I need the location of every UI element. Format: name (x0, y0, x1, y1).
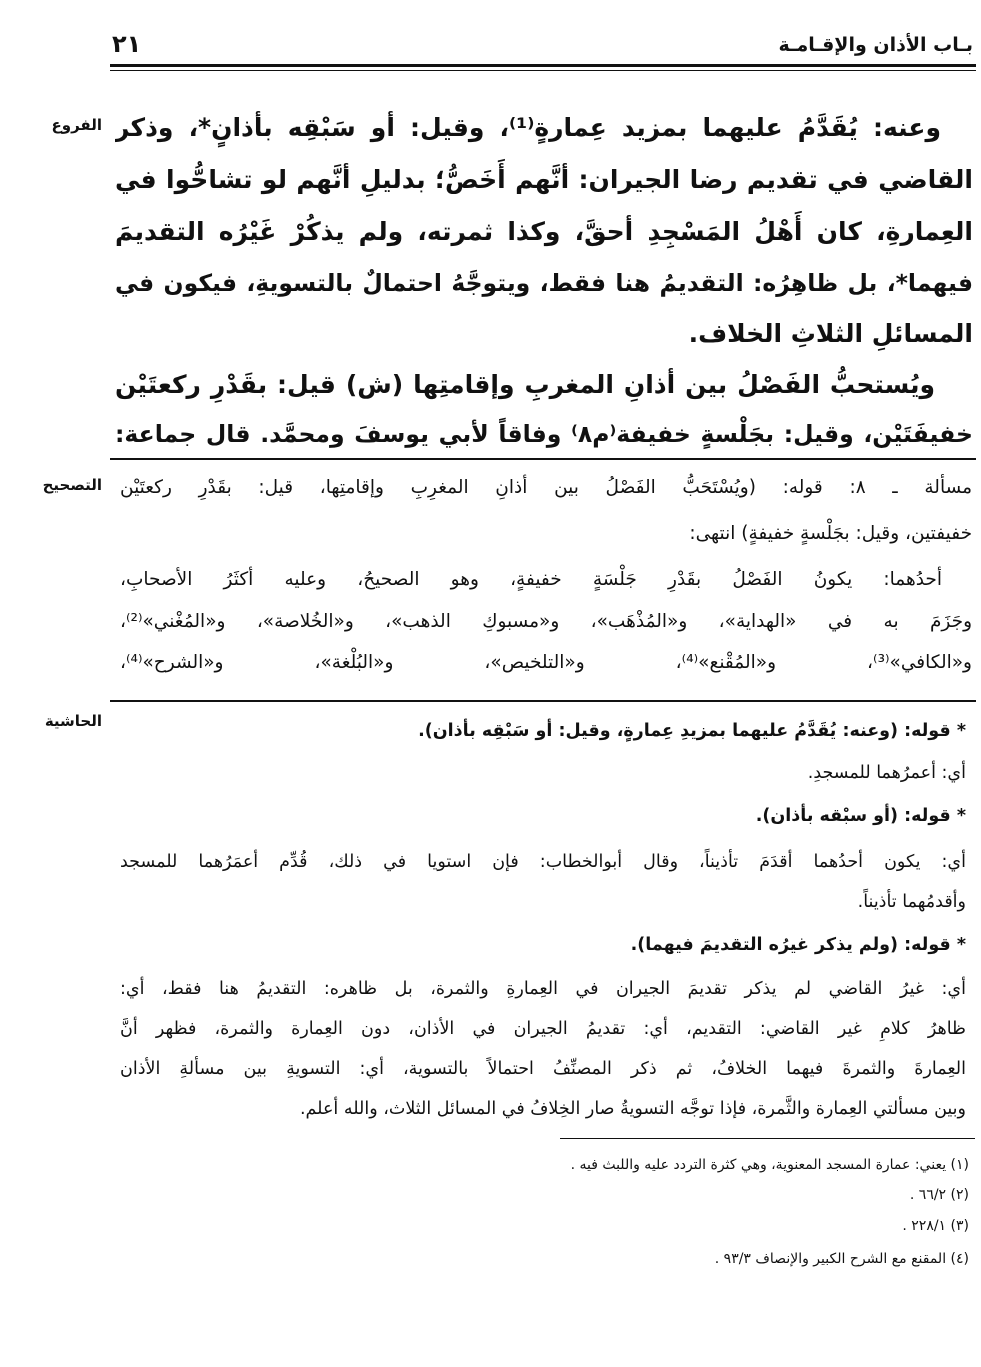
hashiya-line: العِمارةَ والثمرةَ فيهما الخلافُ، ثم ذكر المصنِّفُ احتمالاً بالتسوية، أي: التسويةِ بين مسألةِ الأذان (120, 1059, 966, 1079)
hashiya-line: وبين مسألتي العِمارة والثَّمرة، فإذا توجَّه التسويةُ صار الخِلافُ في المسائل الثلاث، والله أعلم. (299, 1099, 966, 1119)
tashih-line: أحدُهما: يكونُ الفَصْلُ بقَدْرِ جَلْسَةٍ خفيفةٍ، وهو الصحيحُ، وعليه أكثَرُ الأصحابِ، (120, 569, 942, 590)
footnote-3: (٣) ٢٢٨/١ . (902, 1218, 969, 1234)
hashiya-line: ظاهرُ كلامِ غير القاضي: التقديم، أي: تقديمُ الجيران في الأذان، دون العِمارة والثمرة، فظهر أنَّ (120, 1019, 966, 1039)
hashiya-heading: * قوله: (وعنه: يُقَدَّمُ عليهما بمزيدِ عِمارةٍ، وقيل: أو سَبْقِه بأذان). (418, 721, 966, 741)
side-label-tashih: التصحيح (42, 476, 102, 494)
furu-line: فيهما*، بل ظاهِرُه: التقديمُ هنا فقط، ويتوجَّهُ احتمالٌ بالتسويةِ، فيكون في (115, 269, 973, 297)
furu-line: القاضي في تقديم رضا الجيران: أنَّهم أَخَصُّ؛ بدليلِ أنَّهم لو تشاحُّوا في (115, 165, 973, 194)
side-label-hashiya: الحاشية (44, 712, 102, 730)
page-number: ٢١ (112, 30, 142, 58)
chapter-title: بـاب الأذان والإقـامـة (778, 34, 973, 56)
furu-line: ويُستحبُّ الفَصْلُ بين أذانِ المغربِ وإقامتِها (ش) قيل: بقَدْرِ ركعتَيْن (115, 370, 935, 399)
hashiya-heading: * قوله: (أو سبْقه بأذان). (755, 806, 966, 826)
furu-line: خفيفَتَيْن، وقيل: بجَلْسةٍ خفيفة⁽م٨⁾ وفاقاً لأبي يوسفَ ومحمَّد. قال جماعة: (115, 420, 973, 448)
header-rule-thin (110, 70, 976, 71)
footnote-1: (١) يعني: عمارة المسجد المعنوية، وهي كثرة التردد عليه واللبث فيه . (570, 1157, 969, 1173)
tashih-line: مسألة ـ ٨: قوله: (ويُسْتَحَبُّ الفَصْلُ بين أذانِ المغرِبِ وإقامتِها، قيل: بقَدْرِ ركعتَيْن (120, 477, 972, 498)
section-divider (110, 458, 976, 460)
furu-line: وعنه: يُقَدَّمُ عليهما بمزيد عِمارةٍ⁽¹⁾، وقيل: أو سَبْقِه بأذانٍ*، وذكر (115, 113, 941, 142)
section-divider (110, 700, 976, 702)
footnote-divider (560, 1138, 975, 1139)
footnote-2: (٢) ٦٦/٢ . (909, 1187, 969, 1203)
hashiya-line: أي: يكون أحدُهما أقدَمَ تأذيناً، وقال أبوالخطاب: فإن استويا في ذلك، قُدِّم أعمَرُهما للمسجد (120, 852, 966, 872)
footnote-4: (٤) المقنع مع الشرح الكبير والإنصاف ٩٣/٣ . (714, 1251, 969, 1267)
hashiya-line: أي: أعمرُهما للمسجدِ. (807, 763, 966, 783)
hashiya-line: وأقدمُهما تأذيناً. (857, 892, 966, 912)
furu-line: العِمارةِ، كان أَهْلُ المَسْجِدِ أحقَّ، وكذا ثمرته، ولم يذكُرْ غَيْرُه التقديمَ (115, 217, 973, 246)
tashih-line: وجَزَمَ به في «الهداية»، و«المُذْهَب»، و«مسبوكِ الذهب»، و«الخُلاصة»، و«المُغْني»⁽²⁾، (120, 611, 972, 632)
side-label-furu: الفروع (51, 116, 102, 134)
tashih-line: خفيفتين، وقيل: بجَلْسةٍ خفيفةٍ) انتهى: (689, 523, 972, 544)
tashih-line: و«الكافي»⁽³⁾، و«المُقْنع»⁽⁴⁾، و«التلخيص»، و«البُلْغة»، و«الشرح»⁽⁴⁾، (120, 652, 972, 673)
hashiya-line: أي: غيرُ القاضي لم يذكر تقديمَ الجيران في العِمارةِ والثمرة، بل ظاهره: التقديمُ هنا فقط، أي: (120, 979, 966, 999)
furu-line: المسائلِ الثلاثِ الخلاف. (688, 319, 973, 348)
hashiya-heading: * قوله: (ولم يذكر غيرُه التقديمَ فيهما). (630, 935, 966, 955)
header-rule-thick (110, 64, 976, 67)
